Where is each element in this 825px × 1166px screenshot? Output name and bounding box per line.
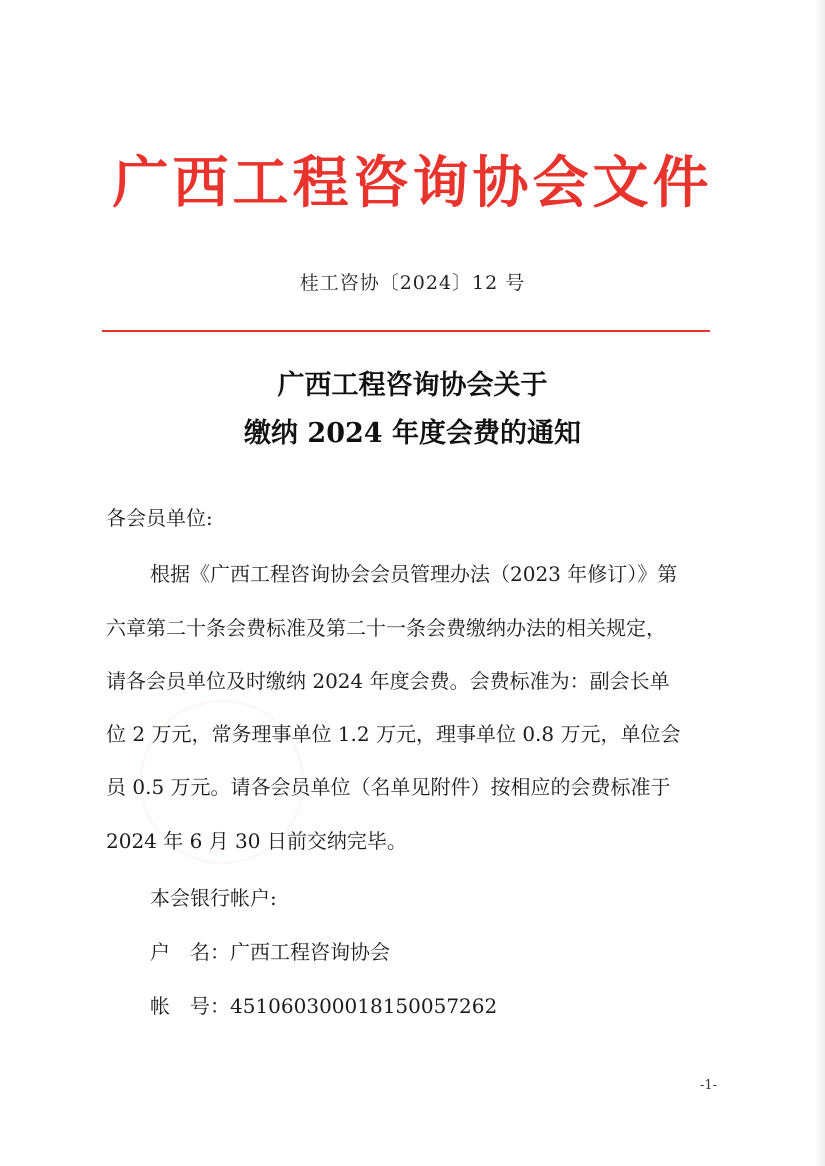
body-line-3: 请各会员单位及时缴纳 2024 年度会费。会费标准为：副会长单 — [106, 669, 670, 693]
body-line-2: 六章第二十条会费标准及第二十一条会费缴纳办法的相关规定， — [106, 616, 666, 640]
account-name-line: 户 名：广西工程咨询协会 — [150, 940, 390, 964]
red-divider-rule — [102, 330, 710, 332]
body-line-5: 员 0.5 万元。请各会员单位（名单见附件）按相应的会费标准于 — [106, 775, 671, 799]
body-line-1: 根据《广西工程咨询协会会员管理办法（2023 年修订）》第 — [150, 562, 678, 586]
account-number-line: 帐 号：451060300018150057262 — [150, 994, 498, 1018]
bank-account-heading: 本会银行帐户: — [150, 886, 277, 910]
page-number: -1- — [700, 1078, 718, 1093]
body-line-6: 2024 年 6 月 30 日前交纳完毕。 — [106, 829, 407, 853]
issuer-header: 广西工程咨询协会文件 — [112, 150, 713, 216]
body-line-4: 位 2 万元，常务理事单位 1.2 万元，理事单位 0.8 万元，单位会 — [106, 722, 681, 746]
salutation: 各会员单位: — [106, 506, 213, 530]
notice-title-line-1: 广西工程咨询协会关于 — [277, 370, 548, 401]
document-number: 桂工咨协〔2024〕12 号 — [299, 272, 526, 294]
notice-title-line-2: 缴纳 2024 年度会费的通知 — [244, 418, 581, 449]
